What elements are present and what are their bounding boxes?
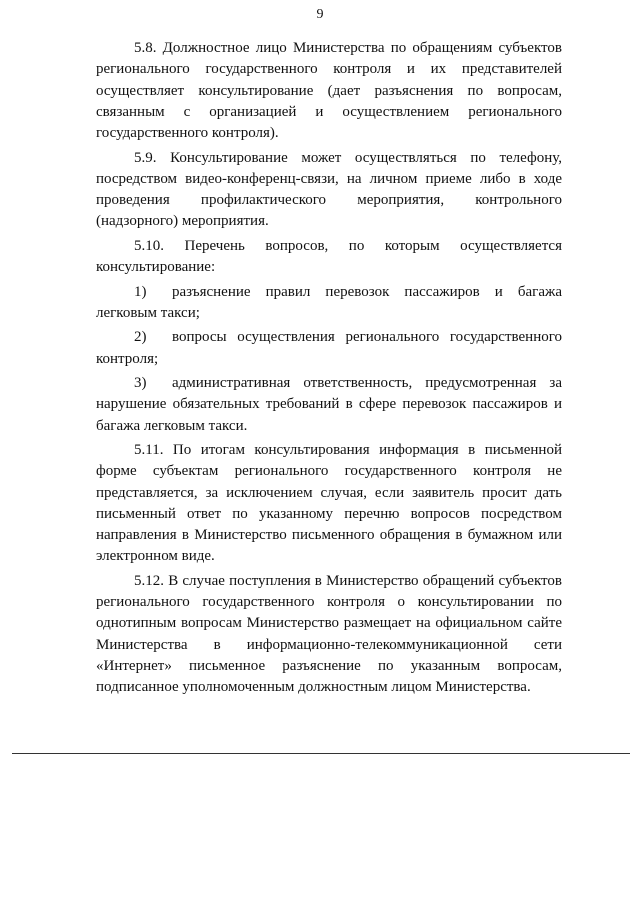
paragraph-5-11: 5.11. По итогам консультирования информация в письменной форме субъектам регионального государственного контроля не представляется, за исключением случая, если заявитель просит дать письменный ответ по указанному перечню вопросов посредством направления в Министерство письменного обращения в бумажном или электронном виде.	[96, 441, 562, 565]
list-item-3	[96, 373, 562, 437]
list-item-2	[96, 327, 562, 370]
list-item-number: 1)	[134, 283, 147, 300]
paragraph-5-9: 5.9. Консультирование может осуществляться по телефону, посредством видео-конференц-связи, на личном приеме либо в ходе проведения профилактического мероприятия, контрольного (надзорного) мероприятия.	[96, 149, 562, 230]
list-item-number: 3)	[134, 374, 147, 391]
list-item-text: вопросы осуществления регионального государственного контроля;	[96, 329, 562, 367]
list-item-1	[96, 282, 562, 325]
document-body	[96, 38, 562, 702]
list-item-text: разъяснение правил перевозок пассажиров и багажа легковым такси;	[96, 283, 562, 321]
list-item-number: 2)	[134, 329, 147, 346]
list-item-text: административная ответственность, предусмотренная за нарушение обязательных требований в сфере перевозок пассажиров и багажа легковым такси.	[96, 374, 562, 434]
page-number: 9	[316, 7, 324, 22]
horizontal-divider	[12, 753, 630, 754]
paragraph-5-8: 5.8. Должностное лицо Министерства по обращениям субъектов регионального государственного контроля и их представителей осуществляет консультирование (дает разъяснения по вопросам, связанным с организацией и осуществлением регионального государственного контроля).	[96, 40, 562, 142]
paragraph-5-12: 5.12. В случае поступления в Министерство обращений субъектов регионального государственного контроля о консультировании по однотипным вопросам Министерство размещает на официальном сайте Министерства в информационно-телекоммуникационной сети «Интернет» письменное разъяснение по указанным вопросам, подписанное уполномоченным должностным лицом Министерства.	[96, 572, 562, 696]
paragraph-5-10: 5.10. Перечень вопросов, по которым осуществляется консультирование:	[96, 237, 562, 276]
